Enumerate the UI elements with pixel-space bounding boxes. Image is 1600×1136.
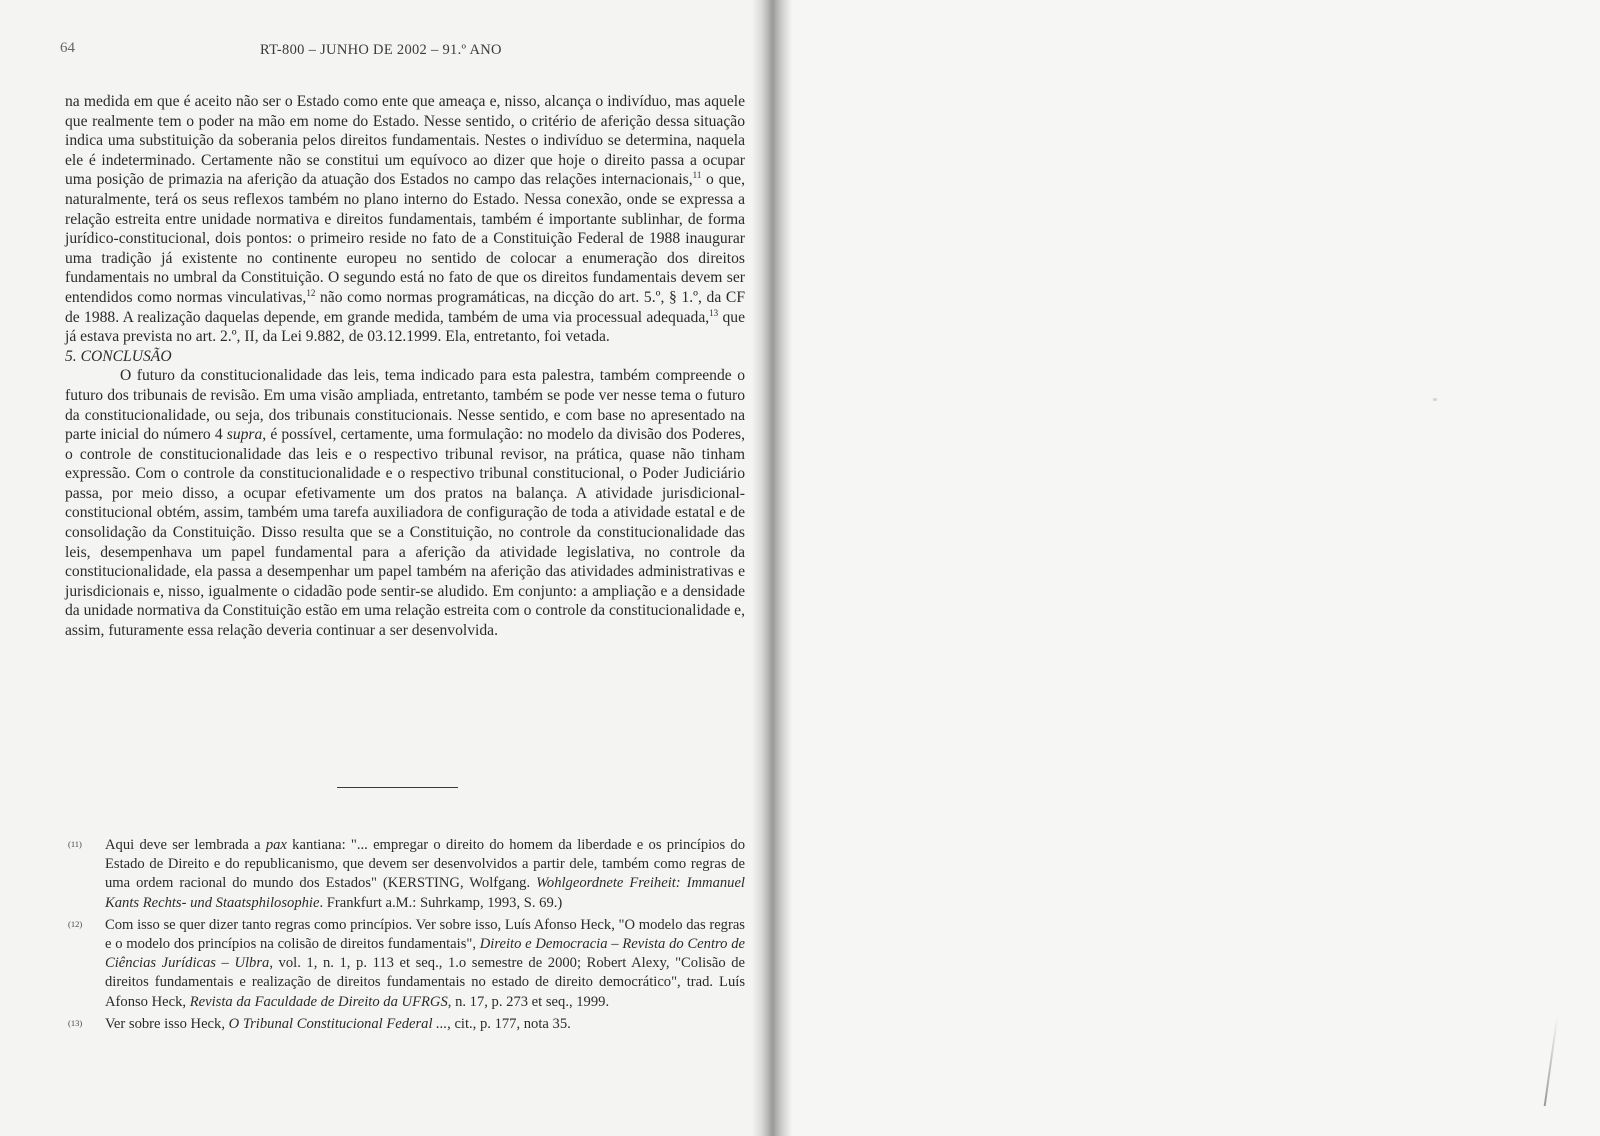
page-header — [60, 40, 750, 62]
footnote-11 — [65, 836, 745, 913]
right-page-blank — [784, 0, 1600, 1136]
text-run: não como normas programáticas, na dicção do art. 5.º, § 1.º, da CF de 1988. A realização daquelas depende, em grande medida, também de uma via processual adequada, — [65, 288, 745, 326]
text-run: kantiana: "... empregar o direito do homem da liberdade e os princípios do Estado de Direito e do republicanismo, que devem ser desenvolvidos a partir dele, também como regras de uma ordem racional do mundo dos Estados" (KERSTING, Wolfgang. — [105, 837, 745, 892]
footnote-number: (13) — [68, 1017, 83, 1028]
footnote-text — [105, 837, 745, 911]
footnote-separator — [337, 787, 458, 788]
page-number: 64 — [60, 40, 75, 56]
italic-run: Direito e Democracia – Revista do Centro de Ciências Jurídicas – Ulbra — [105, 936, 745, 972]
text-run: na medida em que é aceito não ser o Estado como ente que ameaça e, nisso, alcança o indivíduo, mas aquele que realmente tem o poder na mão em nome do Estado. Nesse sentido, o critério de aferição dessa situação indica uma substituição da soberania pelos direitos fundamentais. Nestes o indivíduo se determina, naquela ele é indeterminado. Certamente não se constitui um equívoco ao dizer que hoje o direito passa a ocupar uma posição de primazia na aferição da atuação dos Estados no campo das relações internacionais, — [65, 93, 745, 189]
text-run: Com isso se quer dizer tanto regras como princípios. Ver sobre isso, Luís Afonso Heck, "O modelo das regras e o modelo dos princípios na colisão de direitos fundamentais", — [105, 916, 745, 953]
text-run: Aqui deve ser lembrada a — [105, 837, 266, 853]
text-run: , cit., p. 177, nota 35. — [447, 1015, 571, 1032]
paper-speck — [1433, 398, 1437, 401]
italic-run: Wohlgeordnete Freiheit: Immanuel Kants Rechts- und Staatsphilosophie — [105, 875, 745, 911]
footnote-ref: 11 — [692, 170, 702, 181]
footnote-number: (12) — [68, 918, 83, 929]
text-run: , é possível, certamente, uma formulação: no modelo da divisão dos Poderes, o controle de constitucionalidade das leis e o respectivo tribunal revisor, na prática, quase não tinham expressão. Com o controle da constitucionalidade e o respectivo tribunal constitucional, o Poder Judiciário passa, por meio disso, a ocupar efetivamente um dos pratos na balança. A atividade jurisdicional-constitucional obtém, assim, também uma tarefa auxiliadora de configuração de toda a atividade estatal e de consolidação da Constituição. Disso resulta que se a Constituição, no controle da constitucionalidade das leis, desempenhava um papel fundamental para a aferição da atividade legislativa, no controle da constitucionalidade, ela passa a desempenhar um papel também na aferição das atividades administrativas e jurisdicionais e, nisso, igualmente o cidadão pode sentir-se aludido. Em conjunto: a ampliação e a densidade da unidade normativa da Constituição estão em uma relação estreita com o controle da constitucionalidade e, assim, futuramente essa relação deveria continuar a ser desenvolvida. — [65, 426, 745, 640]
italic-run: O Tribunal Constitucional Federal ... — [228, 1015, 448, 1032]
footnote-text — [105, 1016, 571, 1032]
footnote-text — [105, 917, 745, 1010]
italic-run: supra — [226, 426, 263, 444]
text-run: o que, naturalmente, terá os seus reflexos também no plano interno do Estado. Nessa conexão, onde se expressa a relação estreita entre unidade normativa e direitos fundamentais, também é importante sublinhar, de forma jurídico-constitucional, dois pontos: o primeiro reside no fato de a Constituição Federal de 1988 inaugurar uma tradição já existente no continente europeu no sentido de colocar a enumeração dos direitos fundamentais no umbral da Constituição. O segundo está no fato de que os direitos fundamentais devem ser entendidos como normas vinculativas, — [65, 171, 745, 306]
italic-run: Revista da Faculdade de Direito da UFRGS — [189, 993, 448, 1010]
text-run: , n. 17, p. 273 et seq., 1999. — [447, 993, 610, 1010]
section-title: 5. CONCLUSÃO — [65, 347, 172, 365]
footnote-ref: 12 — [306, 287, 316, 298]
text-run: , vol. 1, n. 1, p. 113 et seq., 1.o semestre de 2000; Robert Alexy, "Colisão de direitos fundamentais e realização de direitos fundamentais no estado de direito democrático", trad. Luís Afonso Heck, — [105, 955, 745, 1010]
footnote-13 — [65, 1015, 745, 1034]
footnotes — [65, 836, 745, 1037]
book-gutter-shadow — [752, 0, 792, 1136]
footnote-12 — [65, 916, 745, 1012]
footnote-ref: 13 — [709, 307, 719, 318]
text-run: Ver sobre isso Heck, — [105, 1015, 229, 1032]
body-text — [65, 92, 745, 641]
text-run: O futuro da constitucionalidade das leis, tema indicado para esta palestra, também compreende o futuro dos tribunais de revisão. Em uma visão ampliada, entretanto, também se pode ver nesse tema o futuro da constitucionalidade, ou seja, dos tribunais constitucionais. Nesse sentido, e com base no apresentado na parte inicial do número 4 — [65, 367, 745, 444]
paragraph-conclusion — [65, 366, 745, 640]
text-run: . Frankfurt a.M.: Suhrkamp, 1993, S. 69.) — [319, 894, 563, 911]
italic-run: pax — [265, 837, 287, 853]
footnote-number: (11) — [68, 839, 82, 849]
text-run: que já estava prevista no art. 2.º, II, da Lei 9.882, de 03.12.1999. Ela, entretanto, foi vetada. — [65, 308, 745, 346]
paragraph-continuation — [65, 92, 745, 347]
running-head: RT-800 – JUNHO DE 2002 – 91.º ANO — [260, 42, 502, 58]
